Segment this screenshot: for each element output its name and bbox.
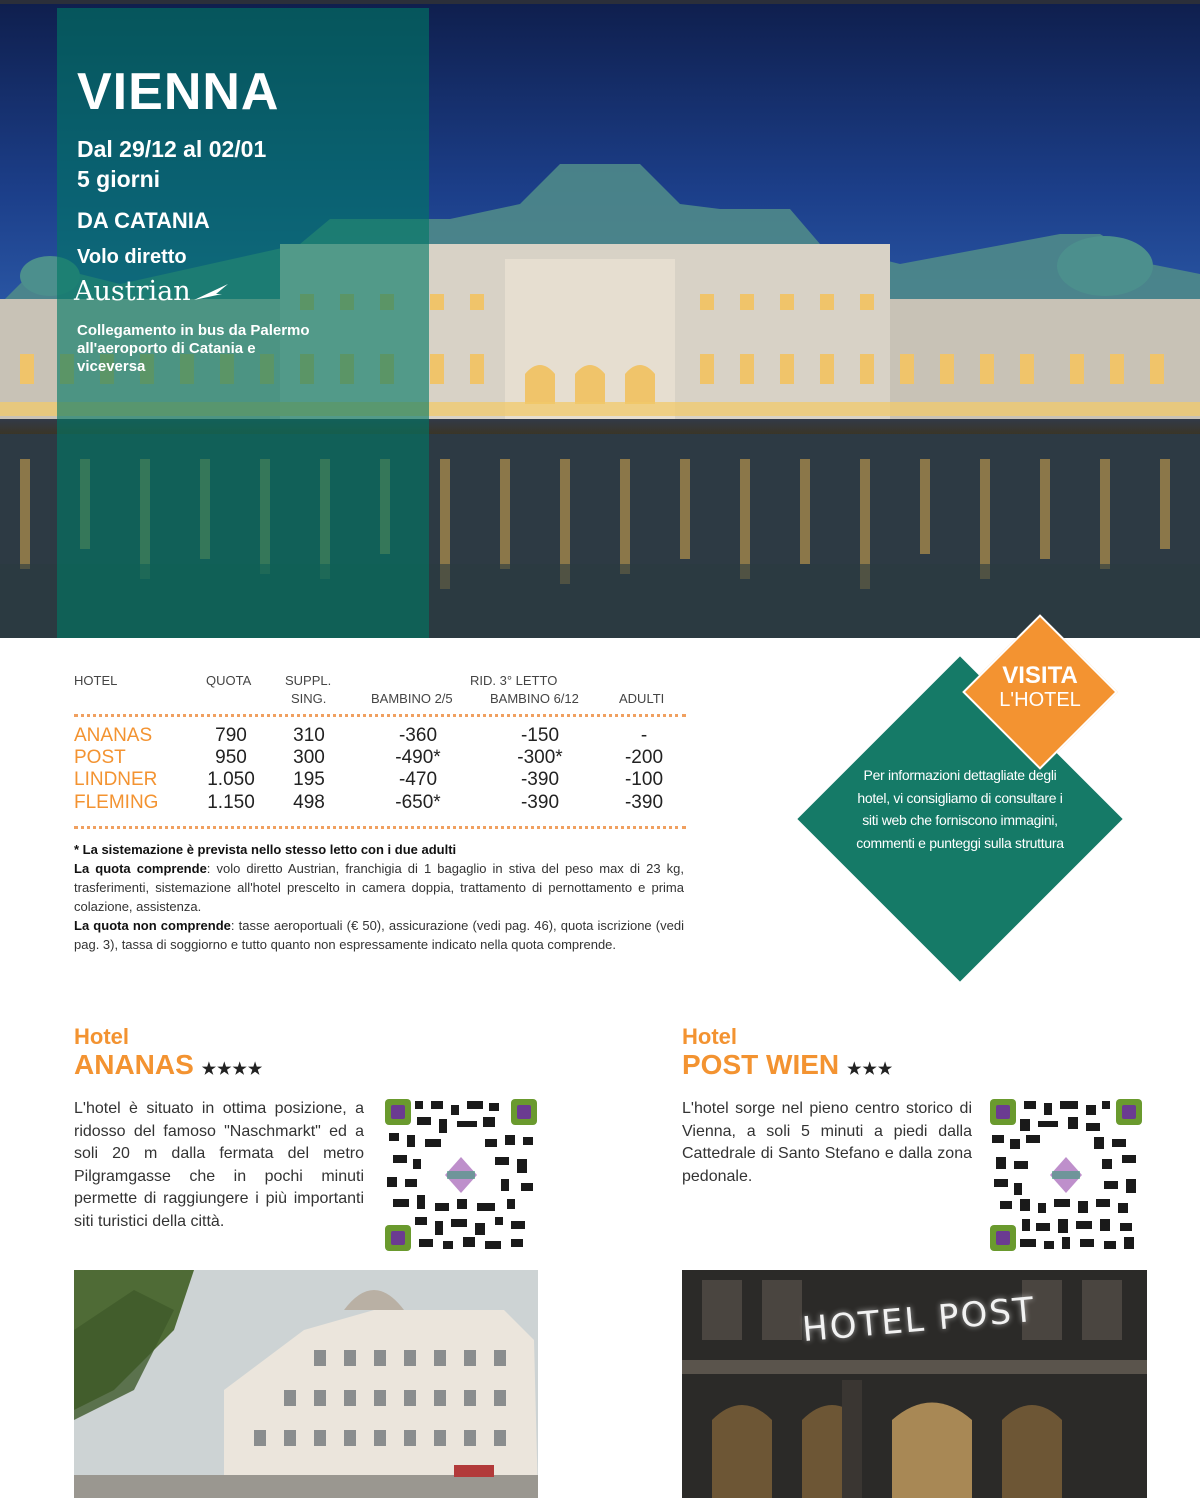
destination-title: VIENNA xyxy=(77,63,280,121)
table-cell-quota: 1.050 xyxy=(207,769,255,790)
bus-transfer-note: Collegamento in bus da Palermo all'aeroporto di Catania e viceversa xyxy=(77,322,310,375)
table-cell-b25: -360 xyxy=(398,725,438,746)
table-cell-adulti: -200 xyxy=(624,747,664,768)
hotel-photo-ananas xyxy=(74,1270,538,1498)
col-header-suppl-2: SING. xyxy=(291,691,327,706)
hotel-photo-post-wien xyxy=(682,1270,1147,1498)
travel-dates: Dal 29/12 al 02/01 xyxy=(77,136,267,162)
hotel-post-sign: HOTEL POST xyxy=(800,1289,1038,1351)
hotel-name-post-wien: POST WIEN ★★★ xyxy=(682,1049,894,1080)
col-header-quota: QUOTA xyxy=(206,673,252,688)
table-cell-quota: 1.150 xyxy=(207,792,255,813)
table-cell-b25: -490* xyxy=(395,747,441,768)
table-cell-suppl: 195 xyxy=(293,769,325,790)
departure-city: DA CATANIA xyxy=(77,208,210,233)
table-row-hotel: LINDNER xyxy=(74,769,158,790)
hotel-description-ananas: L'hotel è situato in ottima posizione, a ridosso del famoso "Naschmarkt" ed a soli 20 m dalla fermata del metro Pilgramgasse che in pochi minuti permette di raggiungere i più importanti siti turistici della città. xyxy=(74,1100,364,1230)
table-divider-top xyxy=(74,714,686,717)
table-cell-quota: 790 xyxy=(215,725,247,746)
table-cell-b612: -300* xyxy=(517,747,563,768)
table-row-hotel: ANANAS xyxy=(74,725,153,746)
hotel-description-post-wien: L'hotel sorge nel pieno centro storico di Vienna, a soli 5 minuti a piedi dalla Cattedrale di Santo Stefano e dalla zona pedonale. xyxy=(682,1100,972,1185)
table-row-hotel: POST xyxy=(74,747,126,768)
table-cell-quota: 950 xyxy=(215,747,247,768)
col-header-rid-group: RID. 3° LETTO xyxy=(470,673,558,688)
table-cell-b25: -650* xyxy=(395,792,441,813)
asterisk-note: * La sistemazione è prevista nello stesso letto con i due adulti xyxy=(74,842,457,857)
col-header-bambino-2-5: BAMBINO 2/5 xyxy=(371,691,453,706)
col-header-suppl-1: SUPPL. xyxy=(285,673,332,688)
qr-code-ananas[interactable] xyxy=(385,1099,537,1251)
table-cell-suppl: 310 xyxy=(293,725,325,746)
airline-wing-icon xyxy=(194,282,230,302)
trip-duration: 5 giorni xyxy=(77,166,161,192)
visit-hotel-info: Per informazioni dettagliate degli hotel, vi consigliamo di consultare i siti web che forniscono immagini, commenti e punteggi sulla struttura xyxy=(856,767,1064,851)
hotel-stars: ★★★★ xyxy=(201,1061,264,1078)
table-cell-b612: -390 xyxy=(520,792,560,813)
table-cell-suppl: 300 xyxy=(293,747,325,768)
col-header-adulti: ADULTI xyxy=(619,691,665,706)
table-cell-adulti: - xyxy=(640,725,648,746)
price-notes xyxy=(74,840,684,954)
hotel-name-ananas: ANANAS ★★★★ xyxy=(74,1049,264,1080)
includes-note: La quota comprende: volo diretto Austrian, franchigia di 1 bagaglio in stiva del peso max di 23 kg, trasferimenti, sistemazione all'hotel prescelto in camera doppia, trattamento di pernottamento e prima colazione, assistenza. xyxy=(74,861,684,914)
table-cell-suppl: 498 xyxy=(293,792,325,813)
table-cell-adulti: -390 xyxy=(624,792,664,813)
excludes-note: La quota non comprende: tasse aeroportuali (€ 50), assicurazione (vedi pag. 46), quota iscrizione (vedi pag. 3), tassa di soggiorno e tutto quanto non espressamente indicato nella quota comprende. xyxy=(74,918,684,952)
hotel-label: Hotel xyxy=(682,1024,737,1049)
col-header-hotel: HOTEL xyxy=(74,673,118,688)
table-cell-b612: -390 xyxy=(520,769,560,790)
table-cell-b25: -470 xyxy=(398,769,438,790)
hotel-stars: ★★★ xyxy=(847,1061,894,1078)
table-cell-b612: -150 xyxy=(520,725,560,746)
hotel-label: Hotel xyxy=(74,1024,129,1049)
table-row-hotel: FLEMING xyxy=(74,792,159,813)
airline-logo: Austrian xyxy=(74,276,191,307)
visit-hotel-badge: VISITA L'HOTEL xyxy=(999,662,1081,711)
table-divider-bottom xyxy=(74,826,686,829)
table-cell-adulti: -100 xyxy=(624,769,664,790)
qr-code-post-wien[interactable] xyxy=(990,1099,1142,1251)
col-header-bambino-6-12: BAMBINO 6/12 xyxy=(490,691,579,706)
flight-type: Volo diretto xyxy=(77,246,187,268)
